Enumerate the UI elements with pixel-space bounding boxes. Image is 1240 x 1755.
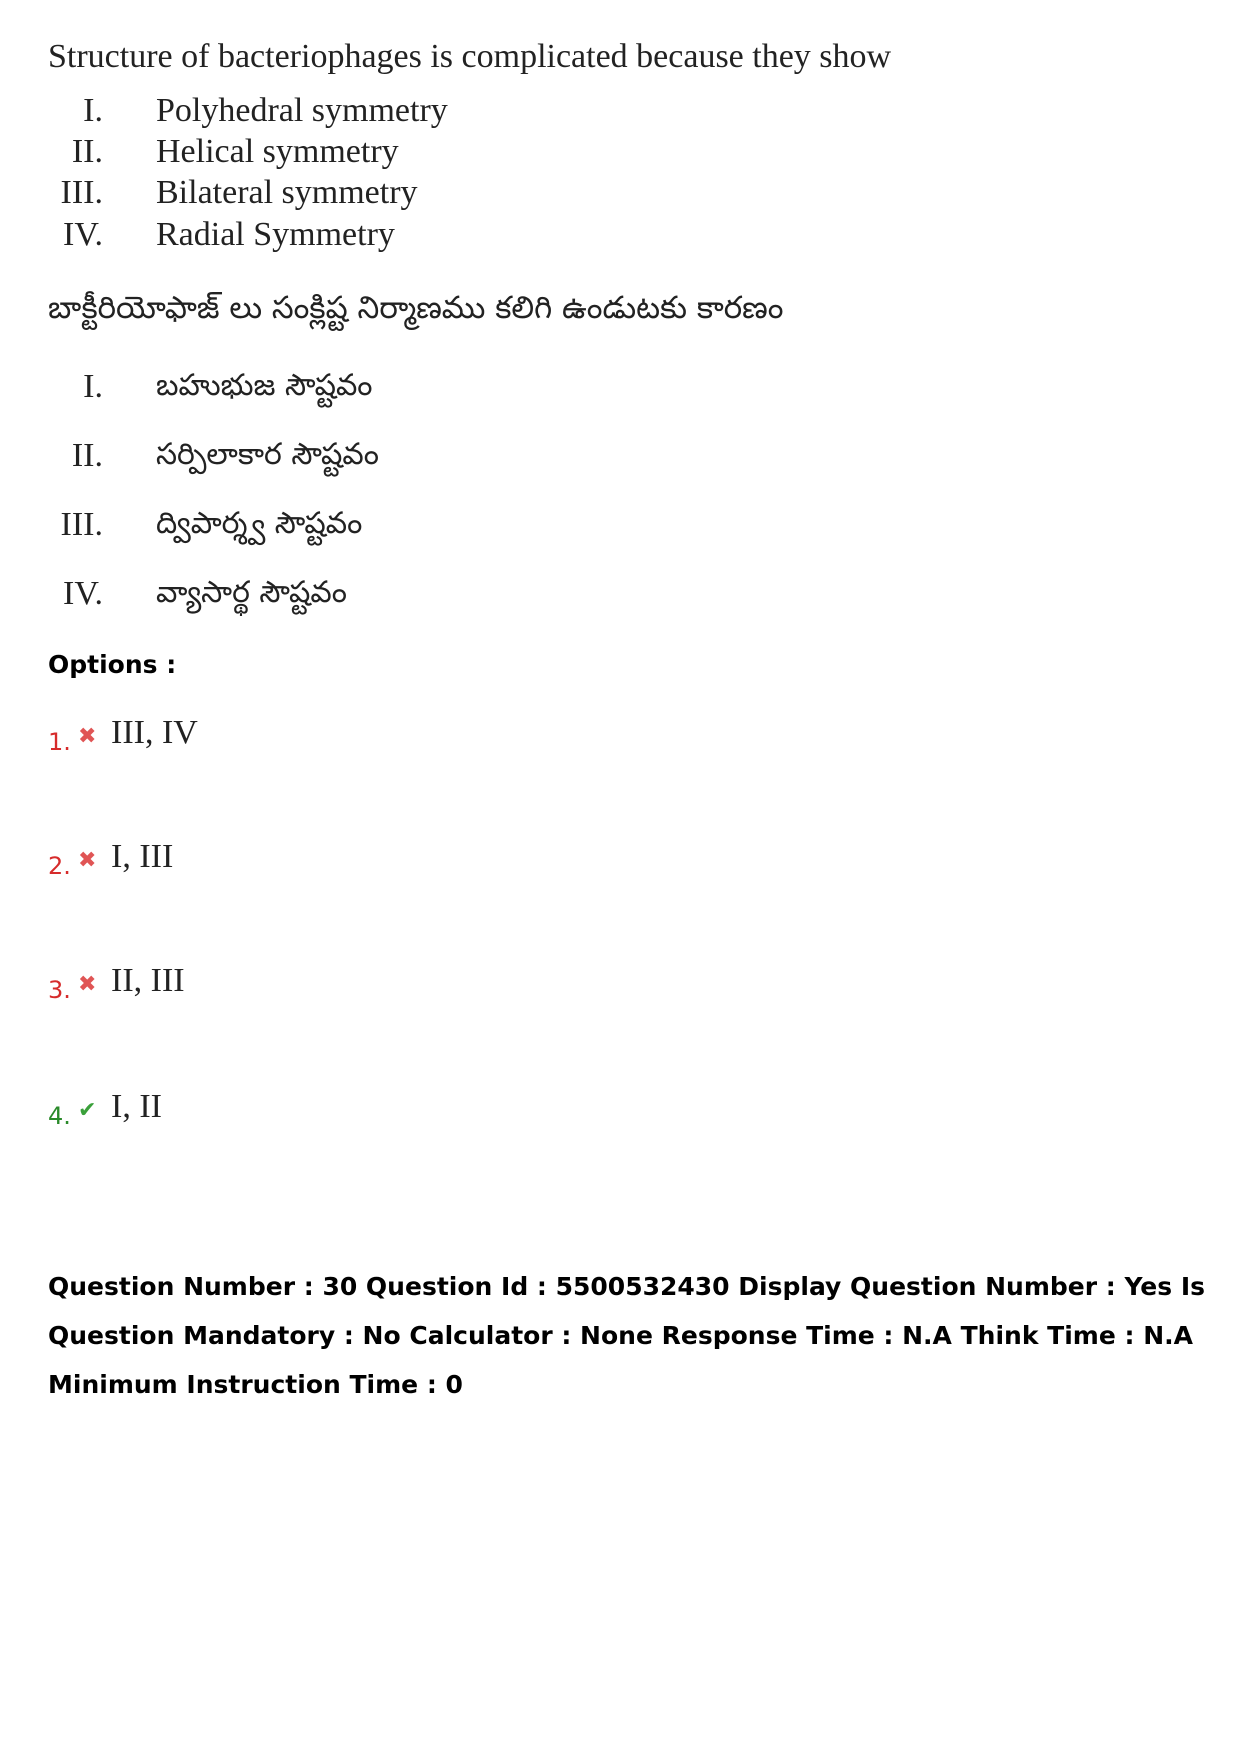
option-text: I, II <box>111 1088 162 1125</box>
checkmark-icon: ✔ <box>78 1098 97 1123</box>
statement-number: II. <box>71 437 103 474</box>
statement-number: I. <box>83 92 103 129</box>
statement-number: IV. <box>63 216 103 253</box>
statement-number: III. <box>60 174 103 211</box>
statement-text: ద్విపార్శ్వ సౌష్టవం <box>156 506 363 541</box>
statement-text: Radial Symmetry <box>156 216 395 253</box>
question-metadata: Question Number : 30 Question Id : 5500532430 Display Question Number : Yes Is Question Mandatory : No Calculator : None Response Time : N.A Think Time : N.A Minimum Instruction Time : 0 <box>48 1272 1206 1399</box>
option-number: 1. <box>48 728 71 756</box>
question-title-english: Structure of bacteriophages is complicated because they show <box>48 38 892 75</box>
option-text: II, III <box>111 962 185 999</box>
statement-text: వ్యాసార్థ సౌష్టవం <box>156 575 347 610</box>
statement-number: I. <box>83 368 103 405</box>
statement-text: సర్పిలాకార సౌష్టవం <box>156 437 379 472</box>
statement-number: IV. <box>63 575 103 612</box>
cross-icon: ✖ <box>78 724 97 749</box>
option-number: 3. <box>48 976 71 1004</box>
option-text: I, III <box>111 838 174 875</box>
statement-text: Polyhedral symmetry <box>156 92 448 129</box>
statement-number: III. <box>60 506 103 543</box>
option-text: III, IV <box>111 714 198 751</box>
option-number: 2. <box>48 852 71 880</box>
option-number: 4. <box>48 1102 71 1130</box>
options-label: Options : <box>48 650 177 679</box>
cross-icon: ✖ <box>78 972 97 997</box>
cross-icon: ✖ <box>78 848 97 873</box>
statement-text: బహుభుజ సౌష్టవం <box>156 368 373 403</box>
statement-text: Helical symmetry <box>156 133 399 170</box>
statement-text: Bilateral symmetry <box>156 174 418 211</box>
question-title-telugu: బాక్టీరియోఫాజ్ లు సంక్లిష్ట నిర్మాణము కలిగి ఉండుటకు కారణం <box>48 290 784 326</box>
statement-number: II. <box>71 133 103 170</box>
